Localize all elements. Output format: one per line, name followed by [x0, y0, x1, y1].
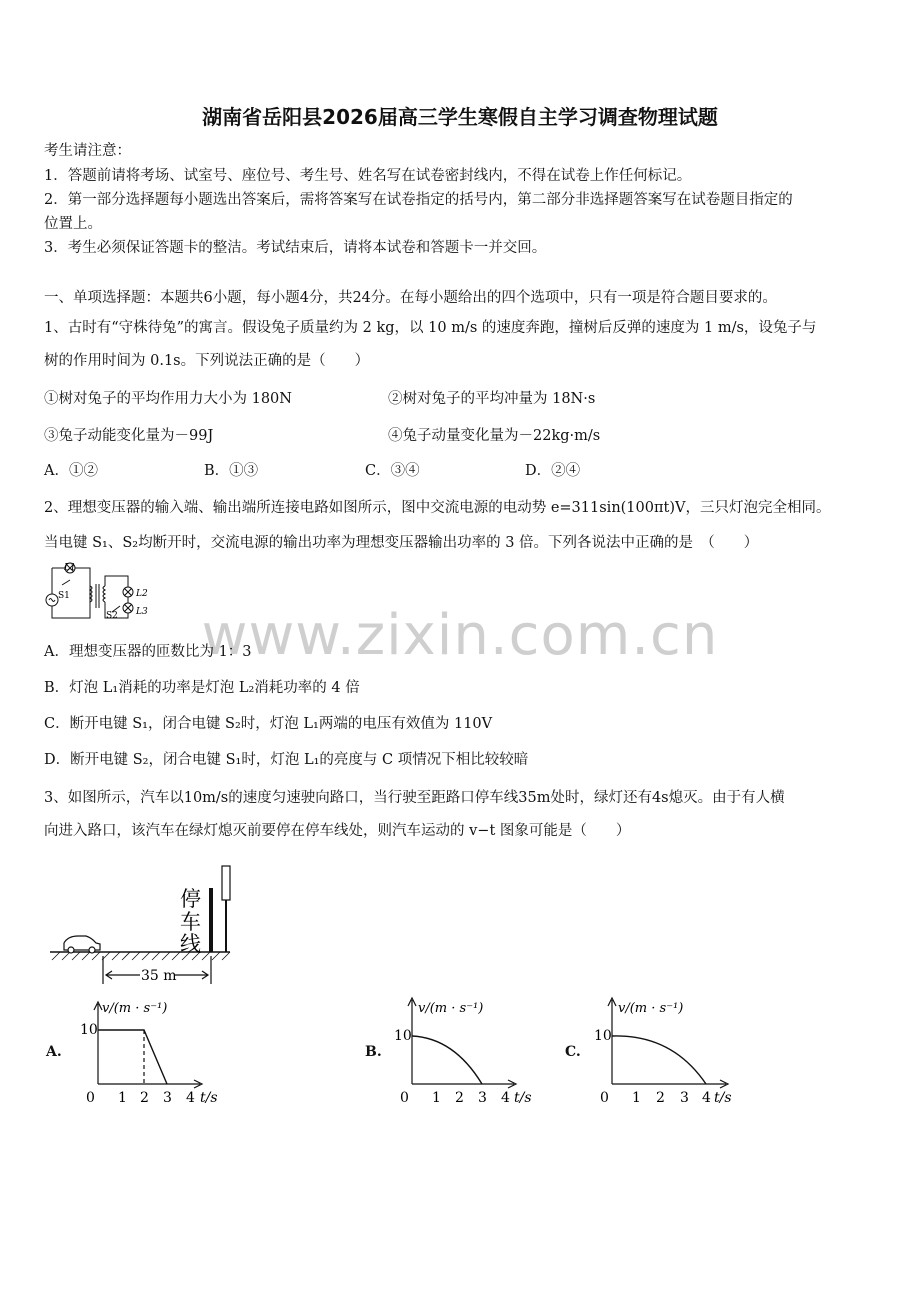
graph-a-label: A.: [46, 1044, 62, 1060]
graph-a-y-axis: v/(m · s⁻¹): [102, 1001, 168, 1016]
graph-c-x-tick-1: 1: [632, 1090, 641, 1106]
vt-graph-a: [80, 998, 230, 1108]
notice-item-2-cont: 位置上。: [44, 216, 102, 232]
q2-option-a: A．理想变压器的匝数比为 1：3: [44, 644, 252, 660]
q1-option-c: C．③④: [365, 463, 420, 479]
notice-item-3: 3．考生必须保证答题卡的整洁。考试结束后，请将本试卷和答题卡一并交回。: [44, 240, 547, 256]
q3-stem-line1: 3、如图所示，汽车以10m/s的速度匀速驶向路口，当行驶至距路口停车线35m处时，绿灯还有4s熄灭。由于有人横: [44, 790, 785, 806]
q1-statement-2: ②树对兔子的平均冲量为 18N·s: [388, 391, 596, 407]
graph-a-x-tick-0: 0: [86, 1090, 95, 1106]
section-heading: 一、单项选择题：本题共6小题，每小题4分，共24分。在每小题给出的四个选项中，只有一项是符合题目要求的。: [44, 290, 777, 306]
graph-b-x-tick-1: 1: [432, 1090, 441, 1106]
graph-b-x-tick-2: 2: [455, 1090, 464, 1106]
notice-item-1: 1．答题前请将考场、试室号、座位号、考生号、姓名写在试卷密封线内，不得在试卷上作任何标记。: [44, 168, 692, 184]
label-s2: S2: [106, 611, 118, 621]
q2-option-c: C．断开电键 S₁，闭合电键 S₂时，灯泡 L₁两端的电压有效值为 110V: [44, 716, 493, 732]
stop-line-char-2: 车: [180, 910, 201, 934]
q1-option-b: B．①③: [204, 463, 259, 479]
q1-statement-1: ①树对兔子的平均作用力大小为 180N: [44, 391, 292, 407]
graph-a-x-tick-1: 1: [118, 1090, 127, 1106]
watermark: www.zixin.com.cn: [201, 603, 719, 668]
graph-b-x-tick-4: 4: [501, 1090, 510, 1106]
label-s1: S1: [58, 591, 70, 601]
notice-heading: 考生请注意：: [44, 143, 131, 159]
graph-c-x-tick-2: 2: [656, 1090, 665, 1106]
distance-label: 35 m: [141, 968, 177, 984]
graph-c-y-axis: v/(m · s⁻¹): [618, 1001, 684, 1016]
label-l2: L2: [136, 589, 148, 599]
graph-c-x-tick-0: 0: [600, 1090, 609, 1106]
graph-c-x-tick-3: 3: [680, 1090, 689, 1106]
q2-option-d: D．断开电键 S₂，闭合电键 S₁时，灯泡 L₁的亮度与 C 项情况下相比较较暗: [44, 752, 529, 768]
stop-line-char-3: 线: [180, 932, 201, 956]
graph-a-y-tick: 10: [80, 1022, 98, 1038]
q1-statement-4: ④兔子动量变化量为－22kg·m/s: [388, 428, 601, 444]
q2-stem-line1: 2、理想变压器的输入端、输出端所连接电路如图所示，图中交流电源的电动势 e=311sin(100πt)V，三只灯泡完全相同。: [44, 500, 831, 516]
q1-stem-line1: 1、古时有“守株待兔”的寓言。假设兔子质量约为 2 kg，以 10 m/s 的速度奔跑，撞树后反弹的速度为 1 m/s，设兔子与: [44, 320, 817, 336]
graph-b-x-tick-0: 0: [400, 1090, 409, 1106]
graph-c-y-tick: 10: [594, 1028, 612, 1044]
graph-b-y-axis: v/(m · s⁻¹): [418, 1001, 484, 1016]
q1-option-d: D．②④: [525, 463, 581, 479]
notice-item-2: 2．第一部分选择题每小题选出答案后，需将答案写在试卷指定的括号内，第二部分非选择题答案写在试卷题目指定的: [44, 192, 793, 208]
q2-option-b: B．灯泡 L₁消耗的功率是灯泡 L₂消耗功率的 4 倍: [44, 680, 360, 696]
q1-stem-line2: 树的作用时间为 0.1s。下列说法正确的是（ ）: [44, 353, 370, 369]
graph-c-label: C.: [565, 1044, 581, 1060]
road-scene-figure: [46, 858, 246, 990]
q1-statement-3: ③兔子动能变化量为－99J: [44, 428, 214, 444]
vt-graph-c: [594, 994, 744, 1108]
vt-graph-b: [394, 994, 544, 1108]
label-l1: L1: [64, 563, 76, 573]
graph-b-label: B.: [365, 1044, 382, 1060]
graph-a-x-axis: t/s: [200, 1090, 218, 1106]
q1-option-a: A．①②: [44, 463, 98, 479]
stop-line-char-1: 停: [180, 887, 201, 911]
graph-a-x-tick-3: 3: [163, 1090, 172, 1106]
graph-a-x-tick-4: 4: [186, 1090, 195, 1106]
graph-b-x-tick-3: 3: [478, 1090, 487, 1106]
graph-c-x-tick-4: 4: [702, 1090, 711, 1106]
label-l3: L3: [136, 607, 148, 617]
page-title: 湖南省岳阳县2026届高三学生寒假自主学习调查物理试题: [202, 105, 718, 129]
graph-b-x-axis: t/s: [514, 1090, 532, 1106]
q2-stem-line2: 当电键 S₁、S₂均断开时，交流电源的输出功率为理想变压器输出功率的 3 倍。下列各说法中正确的是 （ ）: [44, 535, 759, 551]
graph-c-x-axis: t/s: [714, 1090, 732, 1106]
graph-b-y-tick: 10: [394, 1028, 412, 1044]
q3-stem-line2: 向进入路口，该汽车在绿灯熄灭前要停在停车线处，则汽车运动的 v−t 图象可能是（ ）: [44, 823, 631, 839]
graph-a-x-tick-2: 2: [140, 1090, 149, 1106]
